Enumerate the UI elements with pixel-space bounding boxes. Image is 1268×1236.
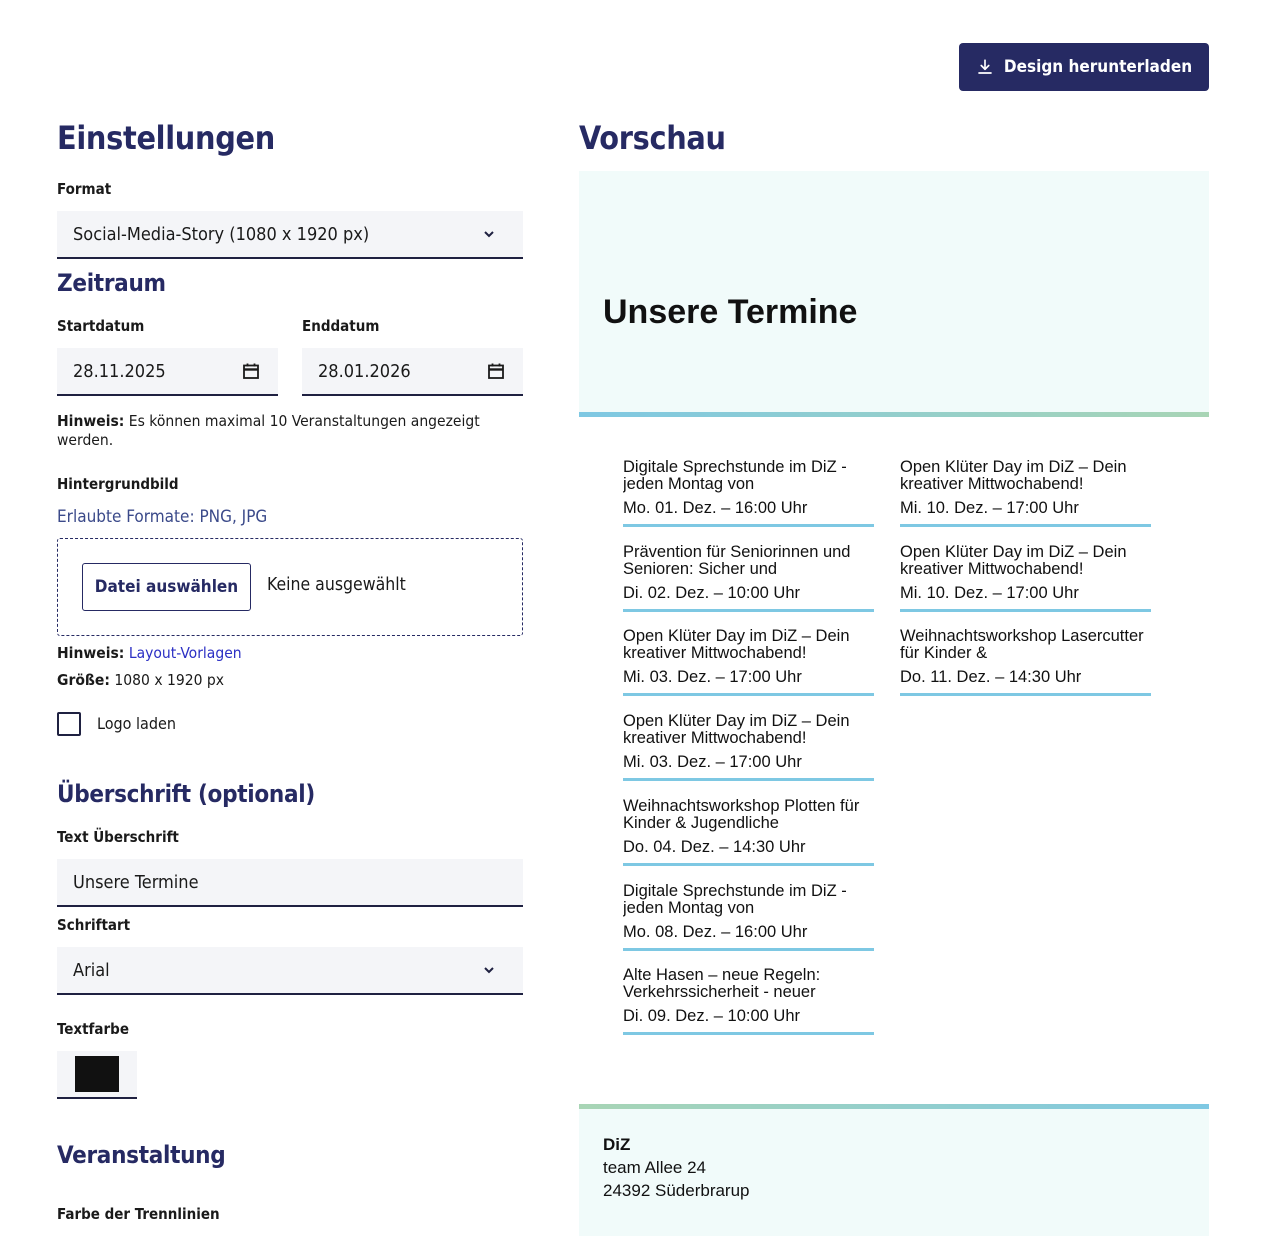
event-title: Digitale Sprechstunde im DiZ - jeden Montag von bbox=[623, 882, 847, 917]
event-card bbox=[623, 713, 874, 781]
font-label: Schriftart bbox=[57, 916, 131, 934]
end-date-label: Enddatum bbox=[302, 317, 380, 335]
text-color-picker[interactable] bbox=[57, 1051, 137, 1099]
event-title: Weihnachtsworkshop Lasercutter für Kinder & bbox=[900, 628, 1144, 663]
event-date: Mi. 10. Dez. – 17:00 Uhr bbox=[900, 499, 1079, 517]
end-date-input[interactable] bbox=[302, 348, 523, 396]
event-card bbox=[623, 798, 874, 866]
heading-text-value: Unsere Termine bbox=[73, 871, 199, 893]
text-color-swatch bbox=[75, 1056, 119, 1092]
end-date-value: 28.01.2026 bbox=[318, 360, 411, 382]
event-date: Do. 04. Dez. – 14:30 Uhr bbox=[623, 837, 806, 856]
event-card bbox=[623, 459, 874, 527]
heading-text-input[interactable] bbox=[57, 859, 523, 907]
settings-title: Einstellungen bbox=[57, 119, 275, 157]
event-title: Prävention für Seniorinnen und Senioren: Sicher und bbox=[623, 543, 851, 578]
start-date-input[interactable] bbox=[57, 348, 278, 396]
event-date: Do. 11. Dez. – 14:30 Uhr bbox=[900, 668, 1082, 687]
format-select-value: Social-Media-Story (1080 x 1920 px) bbox=[73, 223, 370, 245]
calendar-icon[interactable] bbox=[242, 362, 260, 380]
period-title: Zeitraum bbox=[57, 269, 166, 297]
event-card bbox=[623, 544, 874, 612]
preview-title: Vorschau bbox=[579, 119, 726, 157]
heading-section-title: Überschrift (optional) bbox=[57, 780, 315, 808]
choose-file-button[interactable]: Datei auswählen bbox=[82, 563, 251, 611]
download-design-label: Design herunterladen bbox=[1003, 57, 1193, 77]
event-title: Open Klüter Day im DiZ – Dein kreativer Mittwochabend! bbox=[623, 713, 850, 748]
allowed-formats: Erlaubte Formate: PNG, JPG bbox=[57, 507, 268, 527]
download-design-button[interactable] bbox=[959, 43, 1209, 91]
event-card bbox=[900, 544, 1151, 612]
start-date-label: Startdatum bbox=[57, 317, 145, 335]
event-card bbox=[623, 967, 874, 1035]
event-date: Mi. 10. Dez. – 17:00 Uhr bbox=[900, 583, 1079, 602]
event-section-title: Veranstaltung bbox=[57, 1141, 226, 1169]
text-color-label: Textfarbe bbox=[57, 1020, 129, 1038]
event-title: Weihnachtsworkshop Plotten für Kinder & Jugendliche bbox=[623, 797, 860, 832]
event-title: Open Klüter Day im DiZ – Dein kreativer Mittwochabend! bbox=[900, 459, 1127, 493]
preview-heading: Unsere Termine bbox=[603, 293, 858, 331]
chevron-down-icon bbox=[483, 228, 495, 240]
logo-checkbox[interactable] bbox=[57, 712, 81, 736]
footer-city: 24392 Süderbrarup bbox=[603, 1181, 750, 1200]
chevron-down-icon bbox=[483, 964, 495, 976]
event-title: Open Klüter Day im DiZ – Dein kreativer Mittwochabend! bbox=[623, 628, 850, 663]
layout-templates-link[interactable]: Layout-Vorlagen bbox=[128, 644, 242, 662]
event-card bbox=[900, 459, 1151, 527]
footer-name: DiZ bbox=[603, 1135, 631, 1154]
event-title: Alte Hasen – neue Regeln: Verkehrssicherheit - neuer bbox=[623, 967, 821, 1002]
size-hint: Größe: 1080 x 1920 px bbox=[57, 671, 225, 689]
font-select-value: Arial bbox=[73, 959, 110, 981]
preview-header bbox=[579, 171, 1209, 412]
preview-header-divider bbox=[579, 412, 1209, 417]
background-label: Hintergrundbild bbox=[57, 475, 179, 493]
event-date: Mo. 01. Dez. – 16:00 Uhr bbox=[623, 499, 808, 517]
event-title: Digitale Sprechstunde im DiZ - jeden Montag von bbox=[623, 459, 847, 493]
calendar-icon[interactable] bbox=[487, 362, 505, 380]
event-date: Di. 02. Dez. – 10:00 Uhr bbox=[623, 583, 801, 602]
file-status: Keine ausgewählt bbox=[267, 575, 406, 595]
event-card bbox=[623, 883, 874, 951]
font-select[interactable] bbox=[57, 947, 523, 995]
download-icon bbox=[976, 58, 994, 76]
start-date-value: 28.11.2025 bbox=[73, 360, 166, 382]
event-card bbox=[623, 628, 874, 696]
event-card bbox=[900, 628, 1151, 696]
layout-hint: Hinweis: Layout-Vorlagen bbox=[57, 644, 242, 662]
event-date: Mo. 08. Dez. – 16:00 Uhr bbox=[623, 922, 808, 941]
event-date: Mi. 03. Dez. – 17:00 Uhr bbox=[623, 753, 802, 772]
format-label: Format bbox=[57, 180, 112, 198]
heading-text-label: Text Überschrift bbox=[57, 828, 179, 846]
event-date: Mi. 03. Dez. – 17:00 Uhr bbox=[623, 668, 802, 687]
logo-checkbox-label[interactable]: Logo laden bbox=[97, 714, 176, 733]
format-select[interactable] bbox=[57, 211, 523, 259]
event-title: Open Klüter Day im DiZ – Dein kreativer Mittwochabend! bbox=[900, 543, 1127, 578]
max-events-note: Hinweis: Es können maximal 10 Veranstaltungen angezeigt werden. bbox=[57, 412, 480, 449]
footer-street: team Allee 24 bbox=[603, 1158, 707, 1177]
event-date: Di. 09. Dez. – 10:00 Uhr bbox=[623, 1007, 801, 1026]
divider-color-label: Farbe der Trennlinien bbox=[57, 1205, 220, 1223]
